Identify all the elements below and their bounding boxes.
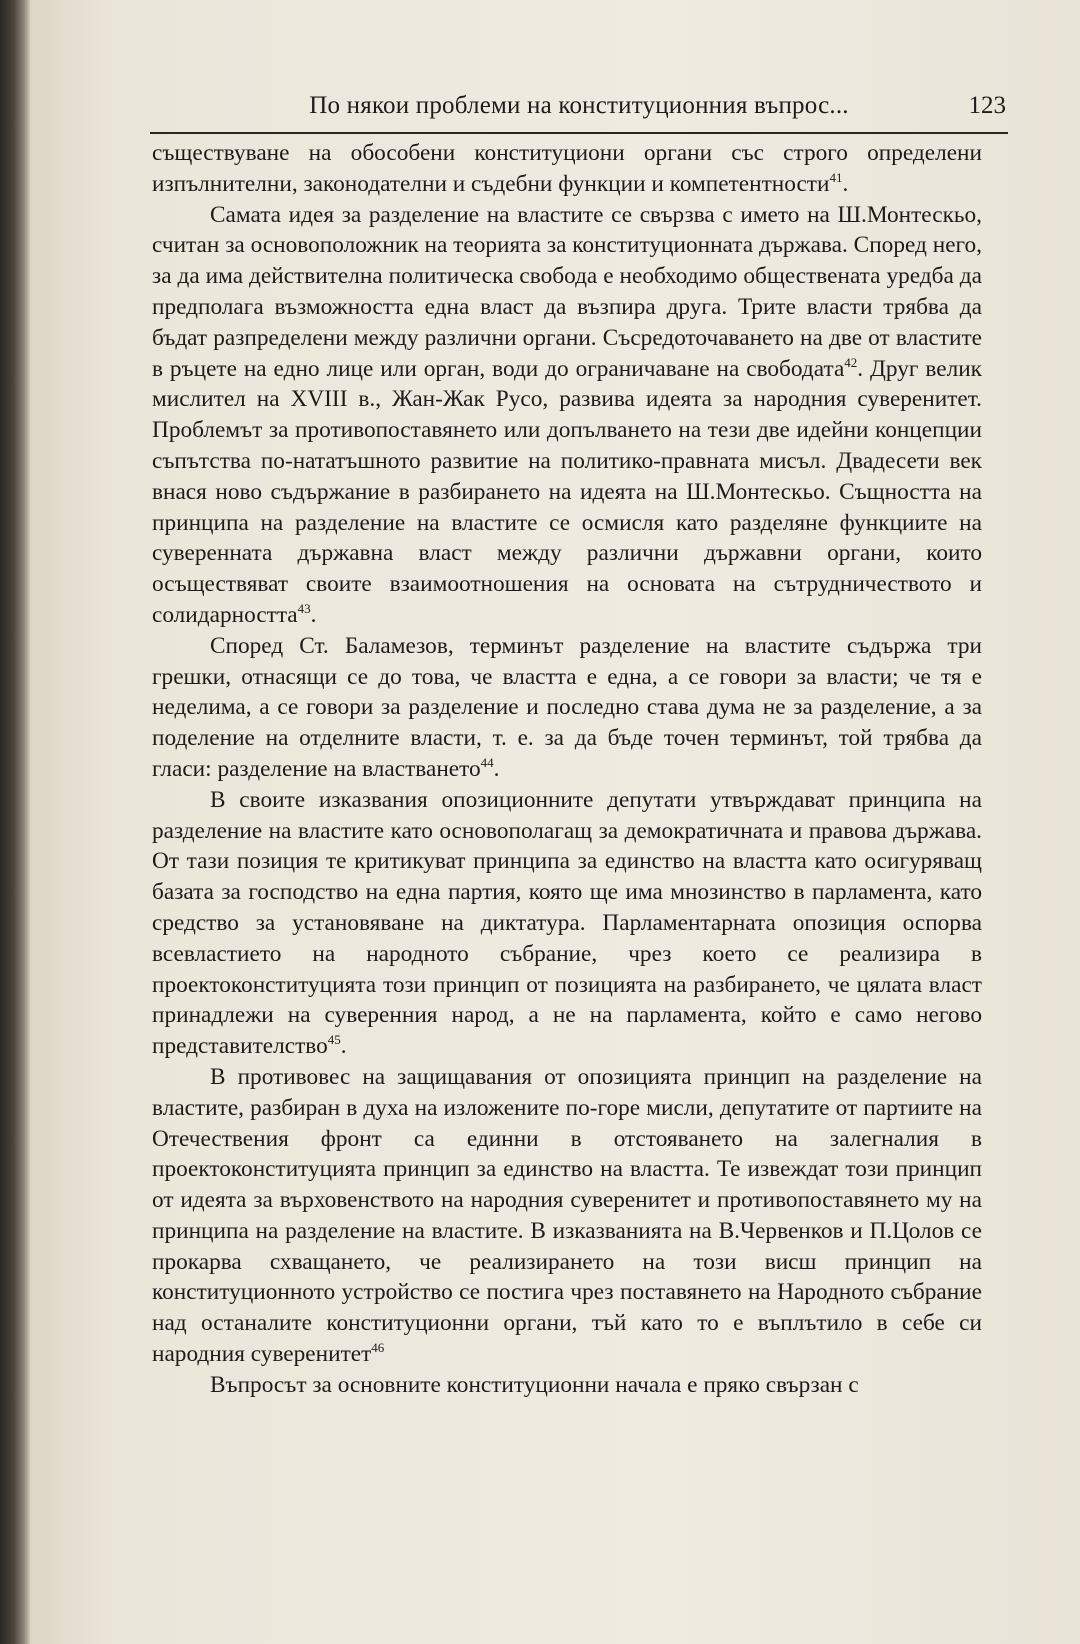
paragraph-text: В своите изказвания опозиционните депутати утвърждават принципа на разделение на властите като основополагащ за демократичната и правова държава. От тази позиция те критикуват принципа за единство на властта като осигуряващ базата за господство на една партия, която ще има мнозинство в парламента, като средство за установяване на диктатура. Парламентарната опозиция оспорва всевластието на народното събрание, чрез което се реализира в проектоконституцията този принцип от позицията на разбирането, че цялата власт принадлежи на суверенния народ, а не на парламента, който е само негово представителство bbox=[152, 786, 982, 1060]
paragraph-text: Самата идея за разделение на властите се свързва с името на Ш.Монтескьо, считан за основоположник на теорията за конституционната държава. Според него, за да има действителна политическа свобода е необходимо обществената уредба да предполага възможността една власт да възпира друга. Трите власти трябва да бъдат разпределени между различни органи. Съсредоточаването на две от властите в ръцете на едно лице или орган, води до ограничаване на свободата bbox=[152, 201, 982, 382]
footnote-ref-45: 45 bbox=[327, 1032, 341, 1048]
page-number: 123 bbox=[968, 92, 1006, 119]
paragraph-text: Според Ст. Баламезов, терминът разделение на властите съдържа три грешки, отнасящи се до това, че властта е една, а се говори за власти; че тя е неделима, а се говори за разделение и последно става дума не за разделение, а за поделение на отделните власти, т. е. за да бъде точен терминът, той трябва да гласи: разделение на властването bbox=[152, 632, 982, 782]
paragraph-5 bbox=[152, 1062, 982, 1370]
body-text bbox=[152, 138, 982, 1401]
paragraph-2 bbox=[152, 200, 982, 631]
paragraph-1-continuation bbox=[152, 138, 982, 200]
footnote-ref-41: 41 bbox=[829, 170, 843, 186]
paragraph-text: В противовес на защищавания от опозицията принцип на разделение на властите, разбиран в духа на изложените по-горе мисли, депутатите от партиите на Отечествения фронт са единни в отстояването на залегналия в проектоконституцията принцип за единство на властта. Те извеждат този принцип от идеята за върховенството на народния суверенитет и противопоставянето му на принципа на разделение на властите. В изказванията на В.Червенков и П.Цолов се прокарва схващането, че реализирането на този висш принцип на конституционното устройство се постига чрез поставянето на Народното събрание над останалите конституционни органи, тъй като то е въплътило в себе си народния суверенитет bbox=[152, 1063, 982, 1368]
footnote-ref-42: 42 bbox=[844, 354, 858, 370]
paragraph-tail: . bbox=[493, 755, 500, 782]
footnote-ref-44: 44 bbox=[480, 755, 494, 771]
paragraph-4 bbox=[152, 785, 982, 1062]
paragraph-text: Въпросът за основните конституционни начала е пряко свързан с bbox=[210, 1371, 859, 1398]
paragraph-text: съществуване на обособени конституциони органи със строго определени изпълнителни, законодателни и съдебни функции и компетентности bbox=[152, 140, 982, 197]
paragraph-6 bbox=[152, 1370, 982, 1401]
page-header bbox=[150, 90, 1008, 134]
paragraph-tail: . bbox=[340, 1033, 347, 1060]
footnote-ref-46: 46 bbox=[371, 1340, 385, 1356]
paragraph-end: . bbox=[310, 601, 317, 628]
paragraph-tail: . bbox=[842, 170, 849, 197]
paragraph-tail: . Друг велик мислител на XVIII в., Жан-Жак Русо, развива идеята за народния суверенитет. Проблемът за противопоставянето или допълването на тези две идейни концепции съпътства по-нататъшното развитие на политико-правната мисъл. Двадесети век внася ново съдържание в разбирането на идеята на Ш.Монтескьо. Същността на принципа на разделение на властите се осмисля като разделяне функциите на суверенната държавна власт между различни държавни органи, които осъществяват своите взаимоотношения на основата на сътрудничеството и солидарността bbox=[152, 355, 982, 628]
book-spine-shadow bbox=[0, 0, 30, 1644]
footnote-ref-43: 43 bbox=[297, 601, 311, 617]
paragraph-3 bbox=[152, 631, 982, 785]
running-title: По някои проблеми на конституционния въпрос... bbox=[309, 92, 849, 119]
